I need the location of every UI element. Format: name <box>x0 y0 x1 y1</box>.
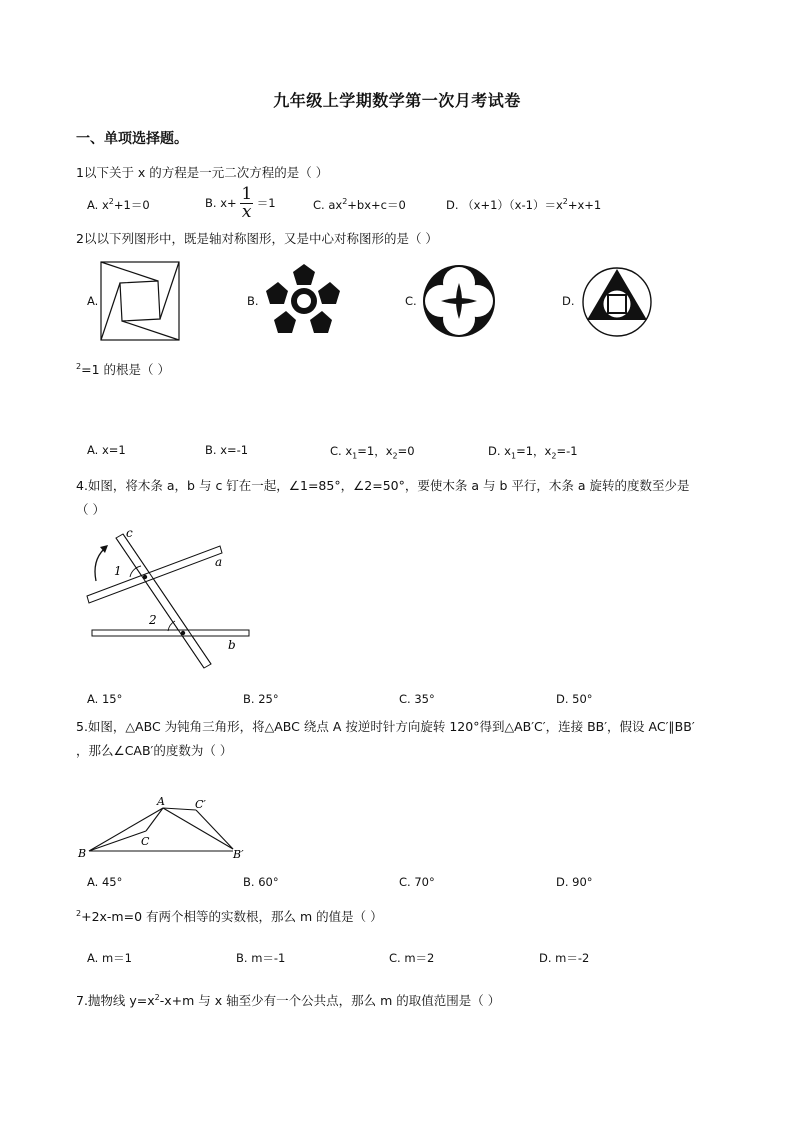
exam-title: 九年级上学期数学第一次月考试卷 <box>273 91 521 110</box>
question-5-stem-line1: 5.如图，△ABC 为钝角三角形，将△ABC 绕点 A 按逆时针方向旋转 120°得到△AB′C′，连接 BB′，假设 AC′∥BB′ <box>76 719 695 734</box>
fraction: $\frac{1}{x}$ <box>241 184 253 222</box>
label-A: A <box>157 795 165 808</box>
section-heading: 一、单项选择题。 <box>76 131 188 147</box>
question-1-option-b: B. x+ $\frac{1}{x}$ ＝1 <box>205 184 276 222</box>
label-c: c <box>126 526 133 540</box>
figure-wooden-sticks <box>78 525 258 675</box>
question-4-option-c: C. 35° <box>399 692 435 706</box>
question-1-stem: 1以下关于 x 的方程是一元二次方程的是（ ） <box>76 165 329 180</box>
question-2-stem: 2以以下列图形中，既是轴对称图形，又是中心对称图形的是（ ） <box>76 231 438 246</box>
question-3-option-b: B. x=-1 <box>205 443 249 457</box>
label-B-prime: B′ <box>233 848 244 861</box>
question-6-option-c: C. m＝2 <box>389 951 435 965</box>
question-3-option-a: A. x=1 <box>87 443 126 457</box>
label-a: a <box>215 555 223 569</box>
question-4-option-b: B. 25° <box>243 692 279 706</box>
question-7-stem: 7.抛物线 $y=x^2-x+m$ 与 x 轴至少有一个公共点，那么 m 的取值范围是（ ） <box>76 992 501 1008</box>
question-4-stem-line1: 4.如图，将木条 a，b 与 c 钉在一起，∠1=85°，∠2=50°，要使木条 a 与 b 平行，木条 a 旋转的度数至少是 <box>76 478 690 493</box>
question-3-option-d: D. $x_1=1$，$x_2=-1$ <box>488 444 578 461</box>
question-4-option-d: D. 50° <box>556 692 593 706</box>
label-C-prime: C′ <box>195 798 206 811</box>
question-2-label-a: A. <box>87 294 99 308</box>
question-2-label-b: B. <box>247 294 259 308</box>
question-6-option-b: B. m＝-1 <box>236 951 286 965</box>
question-1-option-d: D. $(x+1)(x-1)=x^2+x+1$ <box>446 197 602 212</box>
question-5-option-a: A. 45° <box>87 875 123 889</box>
question-2-label-c: C. <box>405 294 417 308</box>
question-4-option-a: A. 15° <box>87 692 123 706</box>
figure-circle-triangle <box>580 265 654 339</box>
question-6-option-d: D. m＝-2 <box>539 951 590 965</box>
figure-circle-flower <box>421 263 497 339</box>
question-4-stem-line2: （ ） <box>76 502 105 517</box>
label-C: C <box>141 835 150 848</box>
question-3-option-c: C. $x_1=1$，$x_2=0$ <box>330 444 415 461</box>
label-angle-1: 1 <box>114 564 122 578</box>
figure-five-pentagons <box>266 264 342 336</box>
question-5-option-b: B. 60° <box>243 875 279 889</box>
label-B: B <box>78 847 87 860</box>
label-b: b <box>228 638 236 652</box>
question-5-option-d: D. 90° <box>556 875 593 889</box>
question-5-stem-line2: ，那么∠CAB′的度数为（ ） <box>76 743 233 758</box>
figure-rotated-squares <box>98 259 182 343</box>
question-1-option-a: A. $x^2+1=0$ <box>87 197 150 212</box>
label-angle-2: 2 <box>149 613 157 627</box>
question-6-stem: $^2$+2x-m=0 有两个相等的实数根，那么 m 的值是（ ） <box>76 908 383 924</box>
question-5-option-c: C. 70° <box>399 875 435 889</box>
question-3-stem: $^2$=1 的根是（ ） <box>76 361 170 377</box>
figure-rotated-triangle <box>76 794 256 864</box>
question-6-option-a: A. m＝1 <box>87 951 132 965</box>
question-1-option-c: C. $ax^2+bx+c=0$ <box>313 197 406 212</box>
question-2-label-d: D. <box>562 294 575 308</box>
